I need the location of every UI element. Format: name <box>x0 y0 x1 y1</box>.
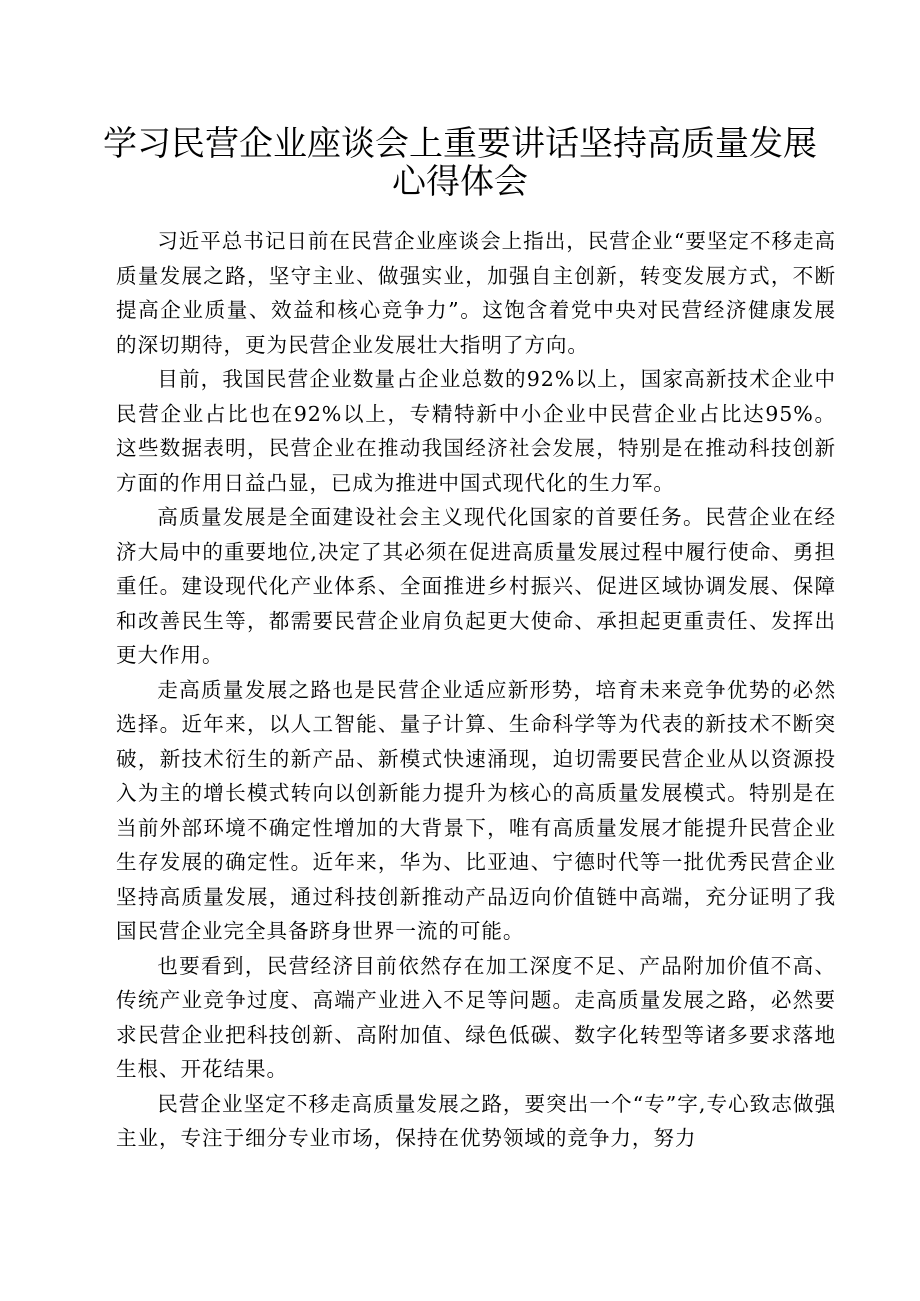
paragraph-5: 也要看到，民营经济目前依然存在加工深度不足、产品附加价值不高、传统产业竞争过度、高端产业进入不足等问题。走高质量发展之路，必然要求民营企业把科技创新、高附加值、绿色低碳、数字化转型等诸多要求落地生根、开花结果。 <box>116 953 836 1081</box>
document-title-line-1: 学习民营企业座谈会上重要讲话坚持高质量发展 <box>103 124 817 164</box>
paragraph-1: 习近平总书记日前在民营企业座谈会上指出，民营企业“要坚定不移走高质量发展之路，坚守主业、做强实业，加强自主创新，转变发展方式，不断提高企业质量、效益和核心竞争力”。这饱含着党中央对民营经济健康发展的深切期待，更为民营企业发展壮大指明了方向。 <box>116 229 836 357</box>
paragraph-3: 高质量发展是全面建设社会主义现代化国家的首要任务。民营企业在经济大局中的重要地位,决定了其必须在促进高质量发展过程中履行使命、勇担重任。建设现代化产业体系、全面推进乡村振兴、促进区域协调发展、保障和改善民生等，都需要民营企业肩负起更大使命、承担起更重责任、发挥出更大作用。 <box>116 505 836 667</box>
document-body <box>116 224 836 1156</box>
paragraph-2: 目前，我国民营企业数量占企业总数的92%以上，国家高新技术企业中民营企业占比也在92%以上，专精特新中小企业中民营企业占比达95%。这些数据表明，民营企业在推动我国经济社会发展，特别是在推动科技创新方面的作用日益凸显，已成为推进中国式现代化的生力军。 <box>116 367 836 495</box>
paragraph-4: 走高质量发展之路也是民营企业适应新形势，培育未来竞争优势的必然选择。近年来，以人工智能、量子计算、生命科学等为代表的新技术不断突破，新技术衍生的新产品、新模式快速涌现，迫切需要民营企业从以资源投入为主的增长模式转向以创新能力提升为核心的高质量发展模式。特别是在当前外部环境不确定性增加的大背景下，唯有高质量发展才能提升民营企业生存发展的确定性。近年来，华为、比亚迪、宁德时代等一批优秀民营企业坚持高质量发展，通过科技创新推动产品迈向价值链中高端，充分证明了我国民营企业完全具备跻身世界一流的可能。 <box>116 677 836 943</box>
paragraph-6: 民营企业坚定不移走高质量发展之路，要突出一个“专”字,专心致志做强主业，专注于细分专业市场，保持在优势领域的竞争力，努力 <box>116 1091 836 1150</box>
document-title-line-2: 心得体会 <box>392 162 528 202</box>
